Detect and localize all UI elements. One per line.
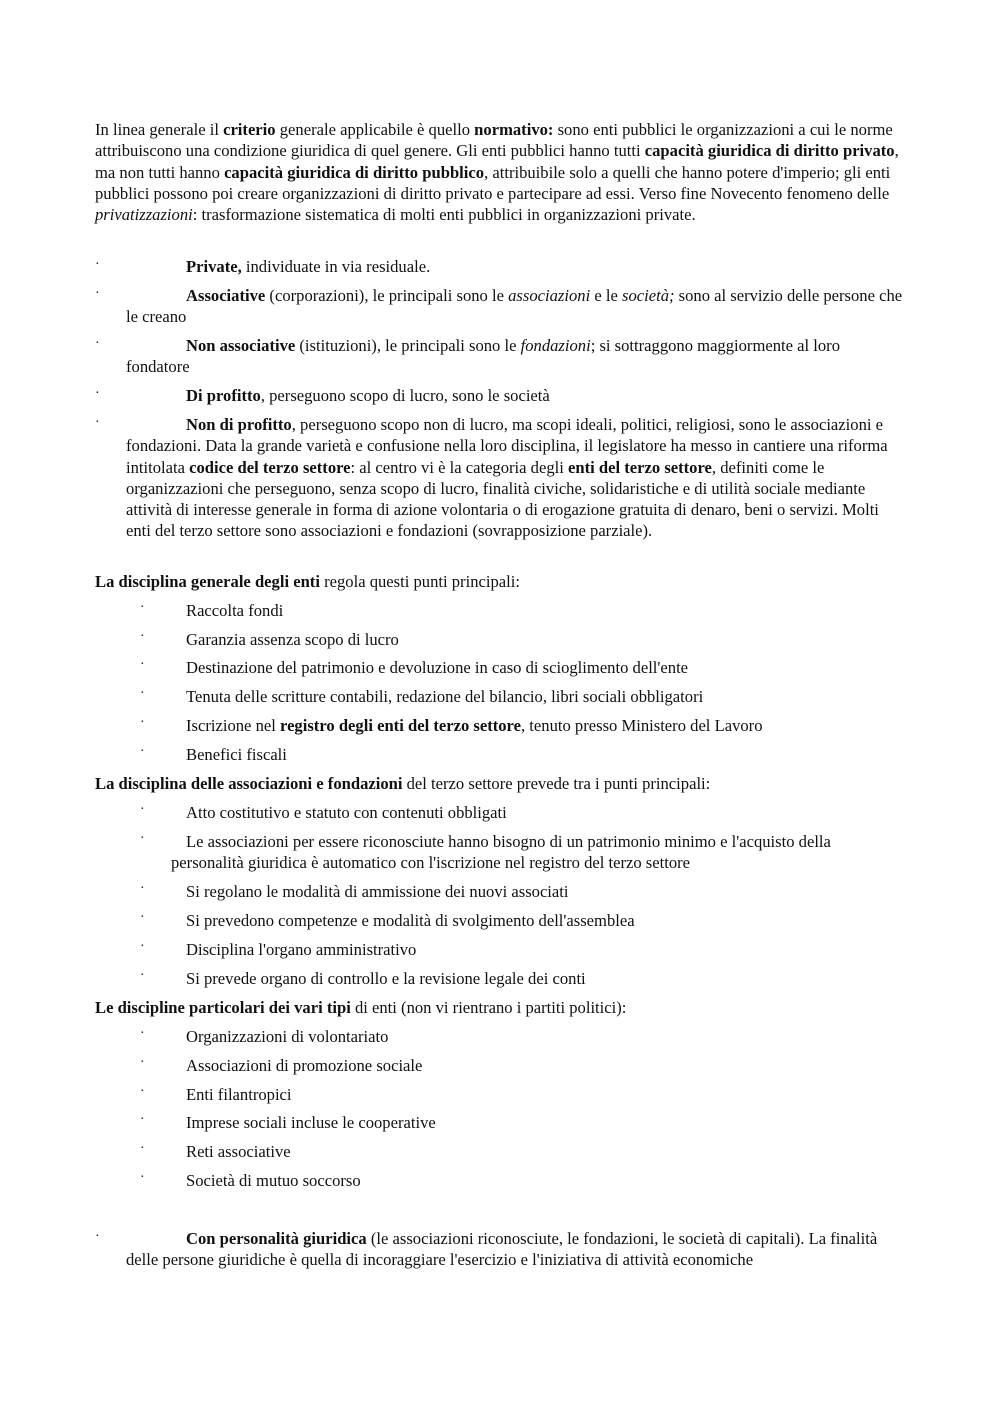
list-item: · Associazioni di promozione sociale: [140, 1055, 905, 1076]
bullet-icon: ·: [140, 1055, 145, 1070]
bullet-icon: ·: [95, 336, 100, 351]
text: (corporazioni), le principali sono le: [265, 286, 509, 305]
text: e le: [590, 286, 622, 305]
bold-text: Di profitto: [186, 386, 261, 405]
bold-text: Non associative: [186, 336, 296, 355]
list-item-non-associative: [95, 335, 905, 378]
bullet-icon: ·: [140, 1141, 145, 1156]
list-item-profit: [95, 385, 905, 406]
list-item: · Si prevedono competenze e modalità di svolgimento dell'assemblea: [140, 910, 905, 931]
list-item-non-profit: [95, 414, 905, 542]
list-item: · Destinazione del patrimonio e devoluzione in caso di scioglimento dell'ente: [140, 657, 905, 678]
text: generale applicabile è quello: [275, 120, 475, 139]
list-item: · Società di mutuo soccorso: [140, 1170, 905, 1191]
bold-text: Le discipline particolari dei vari tipi: [95, 998, 351, 1017]
text: sono enti pubblici le organizzazioni a cui le norme attribuiscono una condizione giuridica di quel genere. Gli enti pubblici hanno tutti: [95, 120, 893, 161]
list-item: · Raccolta fondi: [140, 600, 905, 621]
bullet-icon: ·: [95, 1229, 100, 1244]
text: (le associazioni riconosciute, le fondazioni, le società di capitali). La finalità delle persone giuridiche è quella di incoraggiare l'esercizio e l'iniziativa di attività economiche: [126, 1229, 878, 1270]
bold-text: La disciplina generale degli enti: [95, 572, 320, 591]
bullet-icon: ·: [140, 881, 145, 896]
text: , perseguono scopo non di lucro, ma scopi ideali, politici, religiosi, sono le associazioni e fondazioni. Data la grande varietà e confusione nella loro disciplina, il legislatore ha messo in cantiere una riforma intitolata: [126, 415, 888, 477]
text: , tenuto presso Ministero del Lavoro: [521, 716, 763, 735]
text: individuate in via residuale.: [241, 257, 431, 276]
text: , ma non tutti hanno: [95, 141, 899, 182]
bullet-icon: ·: [140, 968, 145, 983]
list-item-private: [95, 256, 905, 277]
text: Iscrizione nel: [186, 716, 280, 735]
bullet-icon: ·: [95, 257, 100, 272]
bold-text: enti del terzo settore: [568, 457, 712, 477]
list-item: · Disciplina l'organo amministrativo: [140, 939, 905, 960]
bullet-icon: ·: [140, 657, 145, 672]
text: In linea generale il: [95, 120, 224, 139]
text: , perseguono scopo di lucro, sono le società: [260, 386, 550, 405]
text: di enti (non vi rientrano i partiti politici):: [350, 998, 627, 1017]
bold-text: capacità giuridica di diritto pubblico: [224, 162, 485, 182]
text: : trasformazione sistematica di molti enti pubblici in organizzazioni private.: [192, 205, 696, 225]
bold-text: normativo:: [474, 120, 554, 139]
bullet-icon: ·: [140, 1026, 145, 1041]
bullet-icon: ·: [140, 1112, 145, 1127]
bullet-icon: ·: [140, 802, 145, 817]
bold-text: registro degli enti del terzo settore: [280, 716, 521, 735]
bullet-icon: ·: [140, 744, 145, 759]
italic-text: società;: [621, 286, 675, 305]
bullet-icon: ·: [140, 1084, 145, 1099]
list-item: · Reti associative: [140, 1141, 905, 1162]
italic-text: fondazioni: [520, 336, 591, 355]
list-item: · Enti filantropici: [140, 1084, 905, 1105]
text: regola questi punti principali:: [319, 572, 520, 591]
intro-paragraph: [95, 119, 905, 225]
list-item: · Organizzazioni di volontariato: [140, 1026, 905, 1047]
text: , definiti come le organizzazioni che perseguono, senza scopo di lucro, finalità civiche, solidaristiche e di utilità sociale mediante attività di interesse generale in forma di azione volontaria o di erogazione gratuita di denaro, beni o servizi. Molti enti del terzo settore sono associazioni e fondazioni (sovrapposizione parziale).: [126, 457, 879, 541]
bold-text: Associative: [186, 286, 266, 305]
bold-text: criterio: [223, 120, 276, 139]
bold-text: codice del terzo settore: [189, 457, 351, 477]
bullet-icon: ·: [140, 715, 145, 730]
bullet-icon: ·: [95, 415, 100, 430]
bullet-icon: ·: [140, 910, 145, 925]
bold-text: Non di profitto: [186, 415, 292, 434]
associations-discipline-heading: [95, 773, 905, 794]
bold-text: Con personalità giuridica: [186, 1229, 367, 1248]
bullet-icon: ·: [140, 629, 145, 644]
bold-text: capacità giuridica di diritto privato: [644, 141, 895, 161]
bullet-icon: ·: [140, 600, 145, 615]
list-item: · Le associazioni per essere riconosciute hanno bisogno di un patrimonio minimo e l'acquisto della personalità giuridica è automatico con l'iscrizione nel registro del terzo settore: [140, 831, 905, 874]
bullet-icon: ·: [95, 386, 100, 401]
text: : al centro vi è la categoria degli: [350, 457, 569, 477]
italic-text: associazioni: [508, 286, 591, 305]
text: sono al servizio delle persone che le creano: [126, 286, 903, 327]
list-item-legal-personality: [95, 1228, 905, 1271]
list-item: · Garanzia assenza scopo di lucro: [140, 629, 905, 650]
italic-text: privatizzazioni: [95, 205, 193, 225]
bullet-icon: ·: [140, 939, 145, 954]
list-item: · Imprese sociali incluse le cooperative: [140, 1112, 905, 1133]
text: (istituzioni), le principali sono le: [295, 336, 521, 355]
text: ; si sottraggono maggiormente al loro fondatore: [126, 336, 841, 377]
bullet-icon: ·: [140, 1170, 145, 1185]
bold-text: La disciplina delle associazioni e fondazioni: [95, 774, 403, 793]
bold-text: Private,: [186, 257, 242, 276]
list-item: · Si prevede organo di controllo e la revisione legale dei conti: [140, 968, 905, 989]
particular-disciplines-heading: [95, 997, 905, 1018]
list-item: · Si regolano le modalità di ammissione dei nuovi associati: [140, 881, 905, 902]
list-item: · Atto costitutivo e statuto con contenuti obbligati: [140, 802, 905, 823]
general-discipline-heading: [95, 571, 905, 592]
list-item: · Tenuta delle scritture contabili, redazione del bilancio, libri sociali obbligatori: [140, 686, 905, 707]
bullet-icon: ·: [140, 686, 145, 701]
list-item: · Benefici fiscali: [140, 744, 905, 765]
text: del terzo settore prevede tra i punti principali:: [402, 774, 711, 793]
text: , attribuibile solo a quelli che hanno potere d'imperio; gli enti pubblici possono poi creare organizzazioni di diritto privato e partecipare ad essi. Verso fine Novecento fenomeno delle: [95, 162, 891, 203]
list-item: [140, 715, 905, 736]
list-item-associative: [95, 285, 905, 328]
bullet-icon: ·: [140, 831, 145, 846]
bullet-icon: ·: [95, 286, 100, 301]
